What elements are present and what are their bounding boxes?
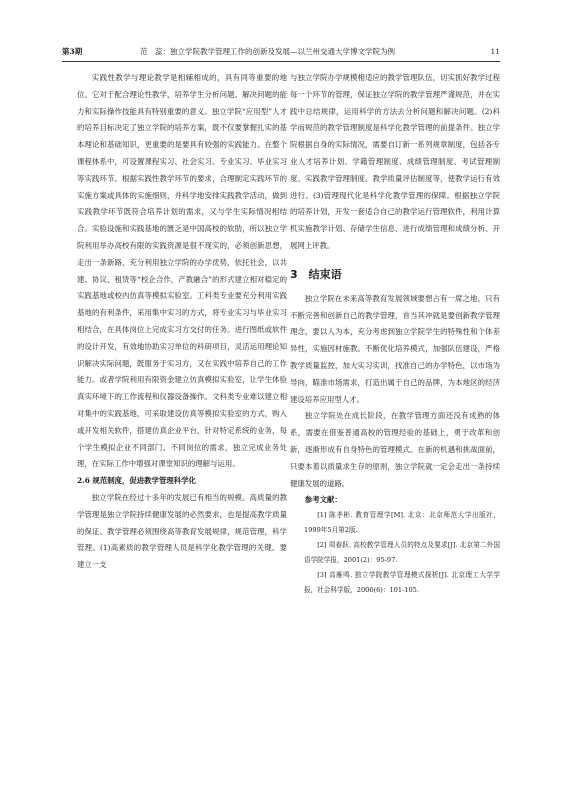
issue-number: 第3期 [62, 47, 83, 56]
right-column [290, 70, 500, 598]
reference-item: [3] 高雁鸣. 独立学院教学管理模式探析[J]. 北京理工大学学报，社会科学版，2006(6)：101-105. [304, 571, 500, 595]
body-paragraph: 独立学院处在成长阶段，在教学管理方面还没有成熟的体系，需要在借鉴普通高校的管理经验的基础上，勇于改革和创新，逐渐形成有自身特色的管理模式。在新的机遇和挑战面前，只要本着以质量求生存的原则，独立学院就一定会走出一条持续健康发展的道路。 [290, 411, 500, 488]
reference-item: [1] 陈孝彬. 教育管理学[M]. 北京：北京师范大学出版社，1999年5月第2版. [304, 511, 500, 535]
left-column [77, 70, 287, 574]
body-paragraph: 与独立学院办学规模相适应的教学管理队伍，切实抓好教学过程每一个环节的管理，保证独立学院的教学管理严谨规范，并在实践中总结规律，运用科学的方法去分析问题和解决问题。(2)科学而规范的教学管理制度是科学化教学管理的前提条件。独立学院根据自身的实际情况，需要自订新一系列规章制度，包括各专业人才培养计划、学籍管理制度、成绩管理制度、考试管理制度、实践教学管理制度、教学质量评估制度等，使教学运行有效进行。(3)管理现代化是科学化教学管理的保障。根据独立学院的培养计划，开发一套适合自己的教学运行管理软件，利用计算机实施教学计划、存储学生信息、进行成绩管理和成绩分析、开展网上评教。 [290, 73, 500, 250]
subsection-heading: 2.6 规范制度，促进教学管理科学化 [77, 476, 196, 486]
page-number: 11 [490, 47, 500, 56]
running-header [62, 44, 500, 60]
section-heading: 3 结束语 [290, 267, 342, 281]
body-paragraph: 独立学院在未来高等教育发展领域要想占有一席之地，只有不断完善和创新自己的教学管理，首当其冲就是要创新教学管理理念，要以人为本，充分考虑到独立学院学生的特殊性和个体差异性，实施因材施教。不断优化培养模式，加强队伍建设，严格教学质量监控，加大实习实训，找准自己的办学特色，以市场为导向，瞄准市场需求，打造出属于自己的品牌，为本地区的经济建设培养应用型人才。 [290, 293, 500, 404]
body-paragraph: 实践性教学与理论教学是相辅相成的，具有同等重要的地位。它对于配合理论性教学，培养学生分析问题、解决问题的能力和实际操作技能具有特别重要的意义。独立学院“应用型”人才的培养目标决定了独立学院的培养方案，既不仅要掌握扎实的基本理论和基础知识，更重要的是要具有较强的实践能力。在整个课程体系中，可设置课程实习、社会实习、专业实习、毕业实习等实践环节。根据实践性教学环节的要求，合理制定实践环节的实施方案或具体的实施细则，并科学地安排实践教学活动，做到实践教学环节既符合培养计划的需求，又与学生实际情况相结合。实验设施和实践基地的匮乏是中国高校的软肋，所以独立学院利用举办高校有限的实践资源是很不现实的，必须创新思想，走出一条新路，充分利用独立学院的办学优势，依托社会，以共建、协议、租赁等“校企合作，产教融合”的形式建立相对稳定的实践基地或校内仿真等模拟实验室。工科类专业要充分利用实践基地的有利条件，采用集中实习的方式，将专业实习与毕业实习相结合，在具体岗位上完成实习方交付的任务。进行图纸或软件的设计开发，有效地协助实习单位的科研项目，灵活运用理论知识解决实际问题，既服务于实习方，又在实践中培养自己的工作能力。或者学院利用有限资金建立仿真模拟实验室，让学生体验真实环境下的工作流程和仪器设备操作。文科类专业难以建立相对集中的实践基地，可采取建设仿真等模拟实验室的方式，购入或开发相关软件，搭建仿真企业平台，针对特定系统的业务，每个学生模拟企业不同部门、不同岗位的需求，独立完成业务处理，在实际工作中增强对课堂知识的理解与运用。 [77, 73, 287, 469]
header-rule [62, 61, 500, 62]
body-paragraph: 独立学院在经过十多年的发展已有相当的规模。高质量的教学管理是独立学院持续健康发展的必然要求，也是提高教学质量的保证。教学管理必须围绕高等教育发展规律，规范管理，科学管理。(1)高素质的教学管理人员是科学化教学管理的关键。要建立一支 [77, 492, 287, 570]
running-title: 范 蕊：独立学院教学管理工作的创新及发展—以兰州交通大学博文学院为例 [140, 47, 395, 56]
reference-item: [2] 周春跃. 高校教学管理人员的特点及要求[J]. 北京第二外国语学院学报，2001(2)：95-97. [304, 541, 500, 565]
references-heading: 参考文献： [304, 495, 342, 505]
